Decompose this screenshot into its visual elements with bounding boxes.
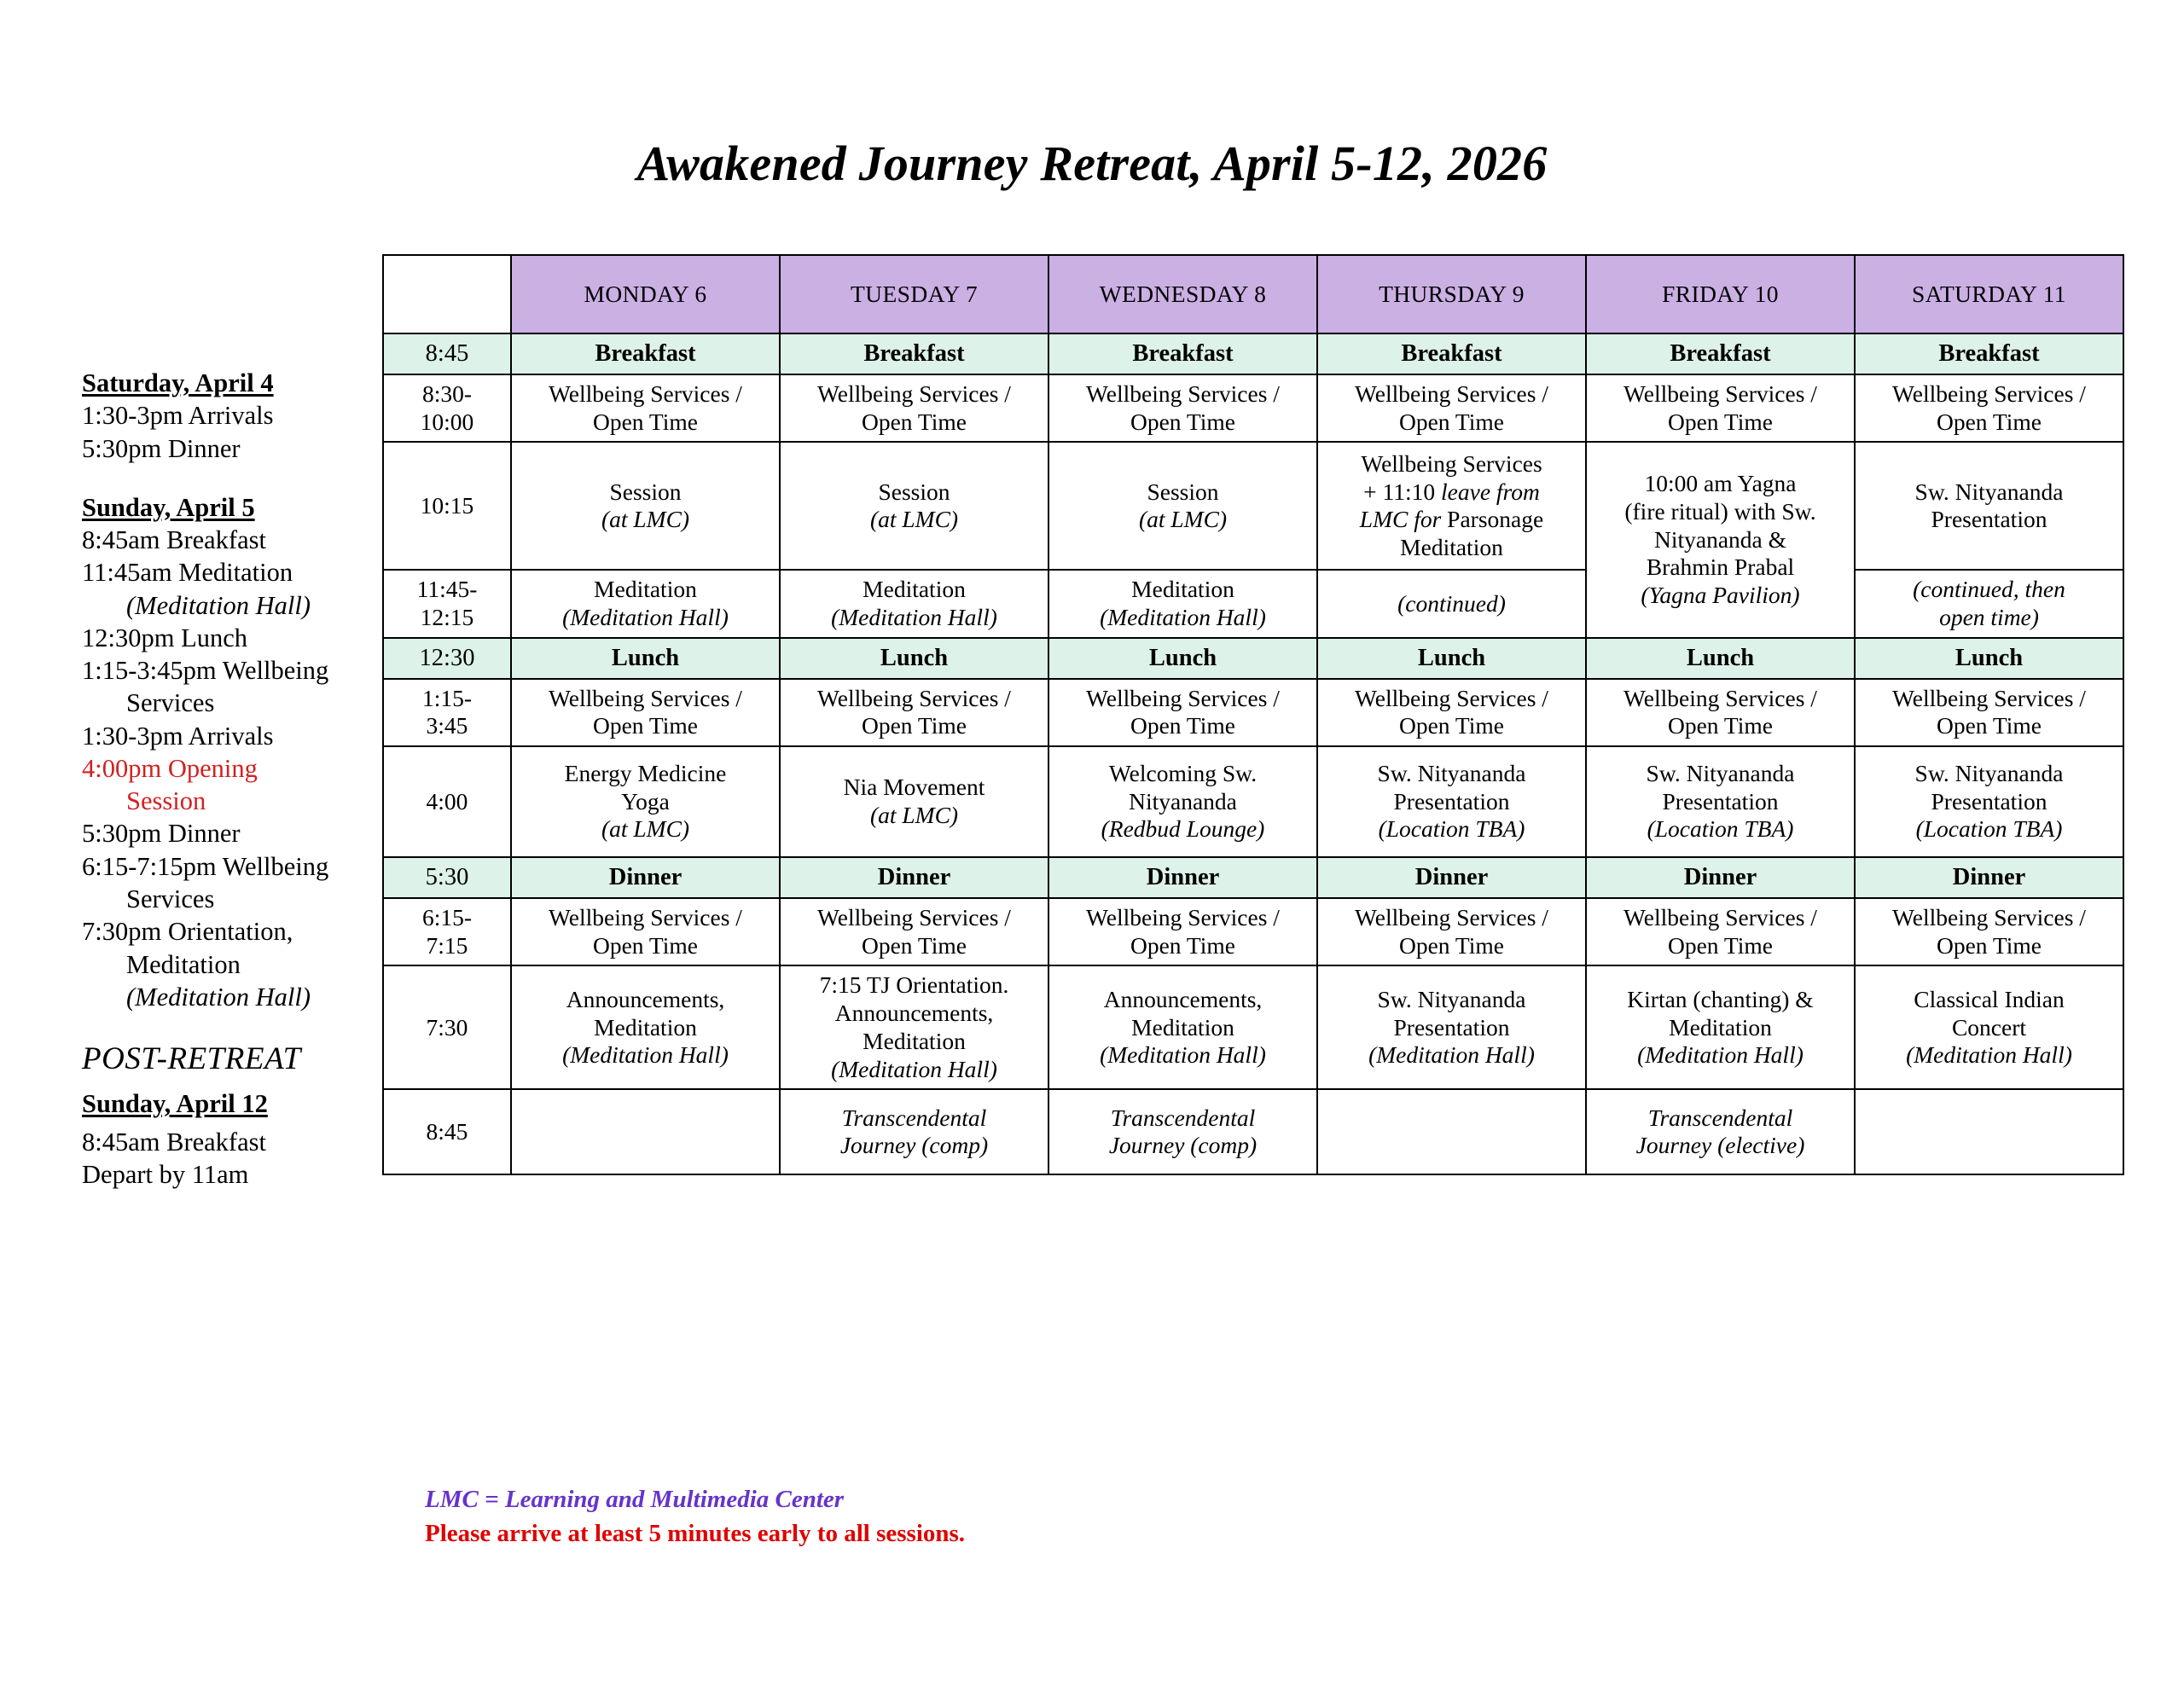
schedule-cell-line: Open Time xyxy=(1130,712,1235,739)
schedule-cell-line: Wellbeing Services / xyxy=(1086,904,1280,931)
schedule-cell-line: Open Time xyxy=(861,408,967,435)
schedule-cell xyxy=(780,898,1048,965)
schedule-cell-line: Transcendental xyxy=(1110,1104,1256,1131)
schedule-cell xyxy=(1586,374,1855,442)
schedule-cell xyxy=(1317,746,1586,857)
schedule-cell xyxy=(1586,746,1855,857)
schedule-cell-line: Dinner xyxy=(608,864,682,891)
schedule-cell-line: Breakfast xyxy=(863,340,965,367)
schedule-cell xyxy=(1048,333,1317,374)
time-label-line: 7:15 xyxy=(426,931,468,959)
sidebar-spacer xyxy=(82,465,379,491)
schedule-cell-line: Wellbeing Services / xyxy=(1086,684,1280,711)
schedule-cell-line: Sw. Nityananda xyxy=(1914,760,2064,787)
schedule-cell-line: Lunch xyxy=(1148,644,1217,671)
schedule-cell-line: Wellbeing Services / xyxy=(1892,380,2086,407)
schedule-cell-line: Classical Indian xyxy=(1914,985,2065,1012)
table-corner-cell xyxy=(383,255,511,333)
sidebar-schedule-notes xyxy=(82,367,379,1191)
schedule-row xyxy=(383,965,2123,1089)
schedule-cell xyxy=(1855,638,2123,679)
schedule-cell xyxy=(1586,679,1855,746)
schedule-cell-line: Sw. Nityananda xyxy=(1914,478,2064,505)
schedule-cell-line: Sw. Nityananda xyxy=(1646,760,1795,787)
post-retreat-block xyxy=(82,1087,379,1191)
day-header-row xyxy=(383,255,2123,333)
weekly-schedule-table xyxy=(382,254,2124,1175)
schedule-cell-line: Journey (elective) xyxy=(1635,1132,1805,1159)
schedule-cell-line: Wellbeing Services / xyxy=(817,904,1011,931)
schedule-cell-line: Breakfast xyxy=(1132,340,1234,367)
schedule-cell xyxy=(1048,857,1317,898)
sidebar-entry-line: Session xyxy=(126,786,206,816)
schedule-cell-line: Lunch xyxy=(1686,644,1755,671)
schedule-table-wrapper xyxy=(382,254,2124,1175)
time-label-cell xyxy=(383,898,511,965)
schedule-cell-line: (Meditation Hall) xyxy=(831,604,997,631)
schedule-cell xyxy=(511,898,780,965)
schedule-cell xyxy=(780,1089,1048,1174)
sidebar-entry-line: 4:00pm Opening xyxy=(82,753,258,783)
schedule-cell xyxy=(1855,442,2123,570)
sidebar-entry-line: Services xyxy=(126,688,215,718)
schedule-cell-line: Session xyxy=(609,478,682,505)
schedule-cell-line: Presentation xyxy=(1393,1013,1510,1041)
sidebar-entry-line: 1:30-3pm Arrivals xyxy=(82,721,274,751)
schedule-cell-line: (Location TBA) xyxy=(1647,815,1794,843)
schedule-cell-line: Breakfast xyxy=(595,340,696,367)
time-label-line: 3:45 xyxy=(426,712,468,739)
schedule-row xyxy=(383,746,2123,857)
day-header-3: WEDNESDAY 8 xyxy=(1048,255,1317,333)
sidebar-day-heading: Sunday, April 5 xyxy=(82,492,255,522)
schedule-cell xyxy=(1317,442,1586,570)
schedule-cell xyxy=(1586,638,1855,679)
time-label-cell xyxy=(383,1089,511,1174)
schedule-cell-line: (Yagna Pavilion) xyxy=(1641,582,1800,609)
schedule-cell-line: (continued) xyxy=(1397,589,1506,617)
schedule-cell xyxy=(511,570,780,637)
schedule-cell-line: Open Time xyxy=(1936,712,2042,739)
schedule-cell xyxy=(1855,679,2123,746)
schedule-cell xyxy=(1586,333,1855,374)
schedule-cell-line: Energy Medicine xyxy=(564,760,727,787)
schedule-cell-line: Wellbeing Services / xyxy=(1892,904,2086,931)
schedule-cell-line: Meditation xyxy=(1400,534,1503,561)
schedule-cell-line: Presentation xyxy=(1931,506,2048,533)
schedule-cell xyxy=(780,374,1048,442)
time-label-cell xyxy=(383,570,511,637)
time-label-cell xyxy=(383,679,511,746)
schedule-cell-line: (Location TBA) xyxy=(1378,815,1525,843)
schedule-cell-line: (Redbud Lounge) xyxy=(1101,815,1265,843)
time-label-cell xyxy=(383,638,511,679)
schedule-cell-line: Meditation xyxy=(863,576,966,603)
schedule-cell xyxy=(780,570,1048,637)
time-label-cell xyxy=(383,374,511,442)
schedule-cell-line: Nia Movement xyxy=(843,774,985,801)
schedule-cell-line: Session xyxy=(878,478,950,505)
schedule-cell-line: Open Time xyxy=(1667,931,1773,959)
schedule-cell-line: + 11:10 leave from xyxy=(1363,478,1540,505)
schedule-cell xyxy=(1586,1089,1855,1174)
time-label-line: 8:30- xyxy=(421,380,473,407)
schedule-cell-line: Nityananda & xyxy=(1653,525,1787,553)
schedule-row xyxy=(383,898,2123,965)
sidebar-entry-line: 8:45am Breakfast xyxy=(82,525,266,555)
schedule-cell xyxy=(1048,898,1317,965)
time-label-line: 10:00 xyxy=(420,408,474,435)
schedule-cell-line: Open Time xyxy=(592,931,698,959)
schedule-cell-line: Nityananda xyxy=(1129,787,1237,815)
schedule-cell xyxy=(1048,746,1317,857)
schedule-cell xyxy=(1048,679,1317,746)
schedule-cell-line: Welcoming Sw. xyxy=(1108,760,1258,787)
schedule-cell-line: Lunch xyxy=(880,644,949,671)
schedule-cell xyxy=(1855,1089,2123,1174)
schedule-cell-line: (Meditation Hall) xyxy=(1637,1041,1804,1069)
schedule-cell-line: Open Time xyxy=(1667,408,1773,435)
page-title: Awakened Journey Retreat, April 5-12, 2026 xyxy=(636,136,1548,191)
schedule-cell-line: Open Time xyxy=(592,408,698,435)
schedule-cell-line: Wellbeing Services / xyxy=(549,684,742,711)
schedule-cell-line: Brahmin Prabal xyxy=(1646,554,1795,581)
time-label-cell xyxy=(383,965,511,1089)
schedule-cell xyxy=(1855,374,2123,442)
schedule-cell xyxy=(1855,898,2123,965)
schedule-cell xyxy=(1048,374,1317,442)
schedule-cell-line: Wellbeing Services / xyxy=(549,904,742,931)
schedule-cell xyxy=(1317,857,1586,898)
time-label-line: 8:45 xyxy=(426,1117,468,1145)
sidebar-entry-line: 7:30pm Orientation, xyxy=(82,917,293,947)
schedule-cell xyxy=(511,965,780,1089)
day-header-5: FRIDAY 10 xyxy=(1586,255,1855,333)
schedule-cell-line: Wellbeing Services / xyxy=(1086,380,1280,407)
schedule-cell xyxy=(1048,638,1317,679)
schedule-cell-line: (Meditation Hall) xyxy=(562,1041,729,1069)
schedule-cell-line: Breakfast xyxy=(1401,340,1502,367)
schedule-row xyxy=(383,570,2123,637)
schedule-cell xyxy=(1317,333,1586,374)
schedule-cell xyxy=(1048,442,1317,570)
time-label-line: 8:45 xyxy=(425,340,469,367)
schedule-cell-line: Yoga xyxy=(621,787,670,815)
schedule-cell xyxy=(511,746,780,857)
time-label-line: 4:00 xyxy=(426,787,468,815)
schedule-cell-line: Breakfast xyxy=(1938,340,2040,367)
schedule-cell-line: Open Time xyxy=(1667,712,1773,739)
schedule-cell xyxy=(1586,965,1855,1089)
sidebar-entry-line: 1:30-3pm Arrivals xyxy=(82,401,274,431)
post-retreat-entry-line: Depart by 11am xyxy=(82,1160,249,1189)
time-label-cell xyxy=(383,857,511,898)
schedule-cell xyxy=(1586,442,1855,637)
schedule-cell-line: (Meditation Hall) xyxy=(1906,1041,2072,1069)
schedule-cell xyxy=(1317,570,1586,637)
sidebar-entry-line: Meditation xyxy=(126,949,241,979)
schedule-cell-line: (Meditation Hall) xyxy=(1100,1041,1266,1069)
schedule-cell-line: Open Time xyxy=(1130,408,1235,435)
schedule-cell-line: Open Time xyxy=(1398,408,1504,435)
schedule-cell xyxy=(1317,638,1586,679)
schedule-cell-line: Transcendental xyxy=(841,1104,987,1131)
schedule-cell-line: Open Time xyxy=(1398,931,1504,959)
time-label-line: 1:15- xyxy=(421,684,473,711)
day-header-6: SATURDAY 11 xyxy=(1855,255,2123,333)
schedule-cell-line: Lunch xyxy=(1417,644,1486,671)
schedule-row xyxy=(383,442,2123,570)
schedule-cell-line: Open Time xyxy=(1936,931,2042,959)
schedule-cell-line: Presentation xyxy=(1662,787,1779,815)
schedule-cell-line: Dinner xyxy=(1414,864,1489,891)
schedule-cell-line: Wellbeing Services / xyxy=(1355,380,1548,407)
schedule-cell-line: (Location TBA) xyxy=(1915,815,2063,843)
schedule-cell-line: Wellbeing Services / xyxy=(549,380,742,407)
schedule-cell-line: Presentation xyxy=(1931,787,2048,815)
schedule-cell-line: Wellbeing Services / xyxy=(817,380,1011,407)
schedule-cell-line: Open Time xyxy=(592,712,698,739)
schedule-cell-line: 7:15 TJ Orientation. xyxy=(819,971,1009,999)
schedule-cell-line: open time) xyxy=(1939,604,2039,631)
schedule-cell xyxy=(1317,965,1586,1089)
schedule-cell-line: Dinner xyxy=(1683,864,1757,891)
schedule-row xyxy=(383,638,2123,679)
schedule-cell xyxy=(780,333,1048,374)
schedule-cell-line: Wellbeing Services / xyxy=(1623,684,1817,711)
sidebar-entry-line: (Meditation Hall) xyxy=(126,590,311,620)
schedule-cell xyxy=(1586,857,1855,898)
schedule-cell xyxy=(780,679,1048,746)
schedule-cell xyxy=(511,1089,780,1174)
schedule-cell xyxy=(780,965,1048,1089)
schedule-cell-line: (Meditation Hall) xyxy=(1100,604,1266,631)
schedule-row xyxy=(383,374,2123,442)
schedule-cell xyxy=(1855,746,2123,857)
schedule-cell-line: (Meditation Hall) xyxy=(1368,1041,1535,1069)
footnotes xyxy=(425,1482,965,1551)
post-retreat-label: POST-RETREAT xyxy=(82,1041,301,1077)
schedule-cell-line: (at LMC) xyxy=(869,802,959,829)
sidebar-entry-line: 12:30pm Lunch xyxy=(82,623,247,652)
schedule-cell-line: Sw. Nityananda xyxy=(1377,985,1526,1012)
schedule-cell-line: Dinner xyxy=(1146,864,1220,891)
schedule-cell-line: (at LMC) xyxy=(601,815,690,843)
schedule-cell xyxy=(1317,898,1586,965)
schedule-cell-line: Transcendental xyxy=(1647,1104,1793,1131)
schedule-cell xyxy=(780,746,1048,857)
time-label-cell xyxy=(383,333,511,374)
schedule-cell xyxy=(1855,857,2123,898)
sidebar-entry-line: 6:15-7:15pm Wellbeing xyxy=(82,851,329,881)
schedule-cell-line: (at LMC) xyxy=(869,506,959,533)
schedule-cell xyxy=(780,857,1048,898)
schedule-cell xyxy=(1317,679,1586,746)
schedule-cell-line: Meditation xyxy=(594,1013,697,1041)
schedule-cell xyxy=(1855,570,2123,637)
schedule-cell-line: Kirtan (chanting) & xyxy=(1627,985,1814,1012)
sidebar-day-heading: Saturday, April 4 xyxy=(82,368,274,397)
schedule-cell xyxy=(511,857,780,898)
sidebar-day-blocks xyxy=(82,367,379,1013)
post-retreat-heading: Sunday, April 12 xyxy=(82,1089,268,1119)
schedule-cell-line: Session xyxy=(1147,478,1219,505)
schedule-cell-line: Wellbeing Services / xyxy=(1892,684,2086,711)
sidebar-entry-line: 5:30pm Dinner xyxy=(82,433,241,463)
post-retreat-entry-line: 8:45am Breakfast xyxy=(82,1127,266,1157)
schedule-cell-line: (Meditation Hall) xyxy=(562,604,729,631)
schedule-cell xyxy=(1855,965,2123,1089)
schedule-row xyxy=(383,679,2123,746)
day-header-4: THURSDAY 9 xyxy=(1317,255,1586,333)
schedule-cell-line: Dinner xyxy=(1952,864,2026,891)
schedule-cell-line: Journey (comp) xyxy=(1108,1132,1258,1159)
time-label-cell xyxy=(383,442,511,570)
sidebar-entry-line: 11:45am Meditation xyxy=(82,558,293,588)
schedule-cell-line: Presentation xyxy=(1393,787,1510,815)
schedule-cell-line: Dinner xyxy=(877,864,951,891)
schedule-cell-line: (continued, then xyxy=(1913,576,2065,603)
schedule-cell-line: Wellbeing Services / xyxy=(1623,380,1817,407)
schedule-cell-line: Open Time xyxy=(1936,408,2042,435)
schedule-cell-line: Wellbeing Services / xyxy=(1355,684,1548,711)
time-label-line: 11:45- xyxy=(416,576,478,603)
schedule-cell-line: 10:00 am Yagna xyxy=(1644,470,1797,497)
schedule-cell-line: (fire ritual) with Sw. xyxy=(1624,497,1816,525)
schedule-cell xyxy=(1586,898,1855,965)
schedule-cell-line: Open Time xyxy=(1130,931,1235,959)
sidebar-entry-line: 1:15-3:45pm Wellbeing xyxy=(82,656,329,686)
schedule-cell-line: Wellbeing Services xyxy=(1361,449,1542,477)
time-label-line: 7:30 xyxy=(426,1013,468,1041)
time-label-line: 6:15- xyxy=(421,904,473,931)
sidebar-entry-line: (Meditation Hall) xyxy=(126,982,311,1012)
schedule-cell-line: Meditation xyxy=(1131,1013,1234,1041)
schedule-cell-line: Meditation xyxy=(594,576,697,603)
schedule-cell-line: Lunch xyxy=(611,644,680,671)
schedule-cell-line: Sw. Nityananda xyxy=(1377,760,1526,787)
sidebar-entry-line: Services xyxy=(126,884,215,913)
schedule-cell xyxy=(511,333,780,374)
schedule-cell-line: Announcements, xyxy=(834,1000,994,1027)
schedule-cell xyxy=(1855,333,2123,374)
table-header xyxy=(383,255,2123,333)
schedule-cell-line: Open Time xyxy=(1398,712,1504,739)
schedule-cell-line: LMC for Parsonage xyxy=(1359,506,1544,533)
schedule-cell xyxy=(511,638,780,679)
sidebar-entry-line: 5:30pm Dinner xyxy=(82,819,241,849)
schedule-cell xyxy=(780,442,1048,570)
schedule-cell xyxy=(1048,570,1317,637)
time-label-line: 5:30 xyxy=(425,864,469,891)
schedule-cell xyxy=(780,638,1048,679)
schedule-cell-line: Lunch xyxy=(1955,644,2024,671)
schedule-cell-line: (at LMC) xyxy=(601,506,690,533)
time-label-line: 12:15 xyxy=(420,604,474,631)
schedule-row xyxy=(383,1089,2123,1174)
schedule-cell xyxy=(511,374,780,442)
schedule-cell-line: Announcements, xyxy=(1103,985,1263,1012)
schedule-cell-line: Open Time xyxy=(861,931,967,959)
schedule-cell xyxy=(1317,1089,1586,1174)
time-label-line: 10:15 xyxy=(420,491,474,519)
schedule-cell-line: (Meditation Hall) xyxy=(831,1055,997,1082)
day-header-2: TUESDAY 7 xyxy=(780,255,1048,333)
schedule-cell xyxy=(511,679,780,746)
schedule-cell-line: Wellbeing Services / xyxy=(817,684,1011,711)
schedule-cell-line: Meditation xyxy=(1131,576,1234,603)
table-body xyxy=(383,333,2123,1174)
schedule-cell-line: Open Time xyxy=(861,712,967,739)
schedule-cell-line: Concert xyxy=(1951,1013,2027,1041)
schedule-cell xyxy=(1048,1089,1317,1174)
schedule-cell-line: Meditation xyxy=(1669,1013,1772,1041)
schedule-cell-line: (at LMC) xyxy=(1138,506,1228,533)
schedule-cell-line: Meditation xyxy=(863,1027,966,1054)
schedule-cell-line: Wellbeing Services / xyxy=(1355,904,1548,931)
schedule-cell-line: Wellbeing Services / xyxy=(1623,904,1817,931)
time-label-cell xyxy=(383,746,511,857)
lmc-legend-note: LMC = Learning and Multimedia Center xyxy=(425,1486,845,1513)
schedule-cell xyxy=(1048,965,1317,1089)
schedule-row xyxy=(383,857,2123,898)
arrive-early-note: Please arrive at least 5 minutes early to all sessions. xyxy=(425,1520,966,1548)
schedule-cell-line: Journey (comp) xyxy=(839,1132,989,1159)
schedule-cell xyxy=(511,442,780,570)
schedule-cell-line: Announcements, xyxy=(566,985,725,1012)
day-header-1: MONDAY 6 xyxy=(511,255,780,333)
schedule-cell-line: Breakfast xyxy=(1670,340,1771,367)
time-label-line: 12:30 xyxy=(419,644,475,671)
schedule-cell xyxy=(1317,374,1586,442)
schedule-row xyxy=(383,333,2123,374)
